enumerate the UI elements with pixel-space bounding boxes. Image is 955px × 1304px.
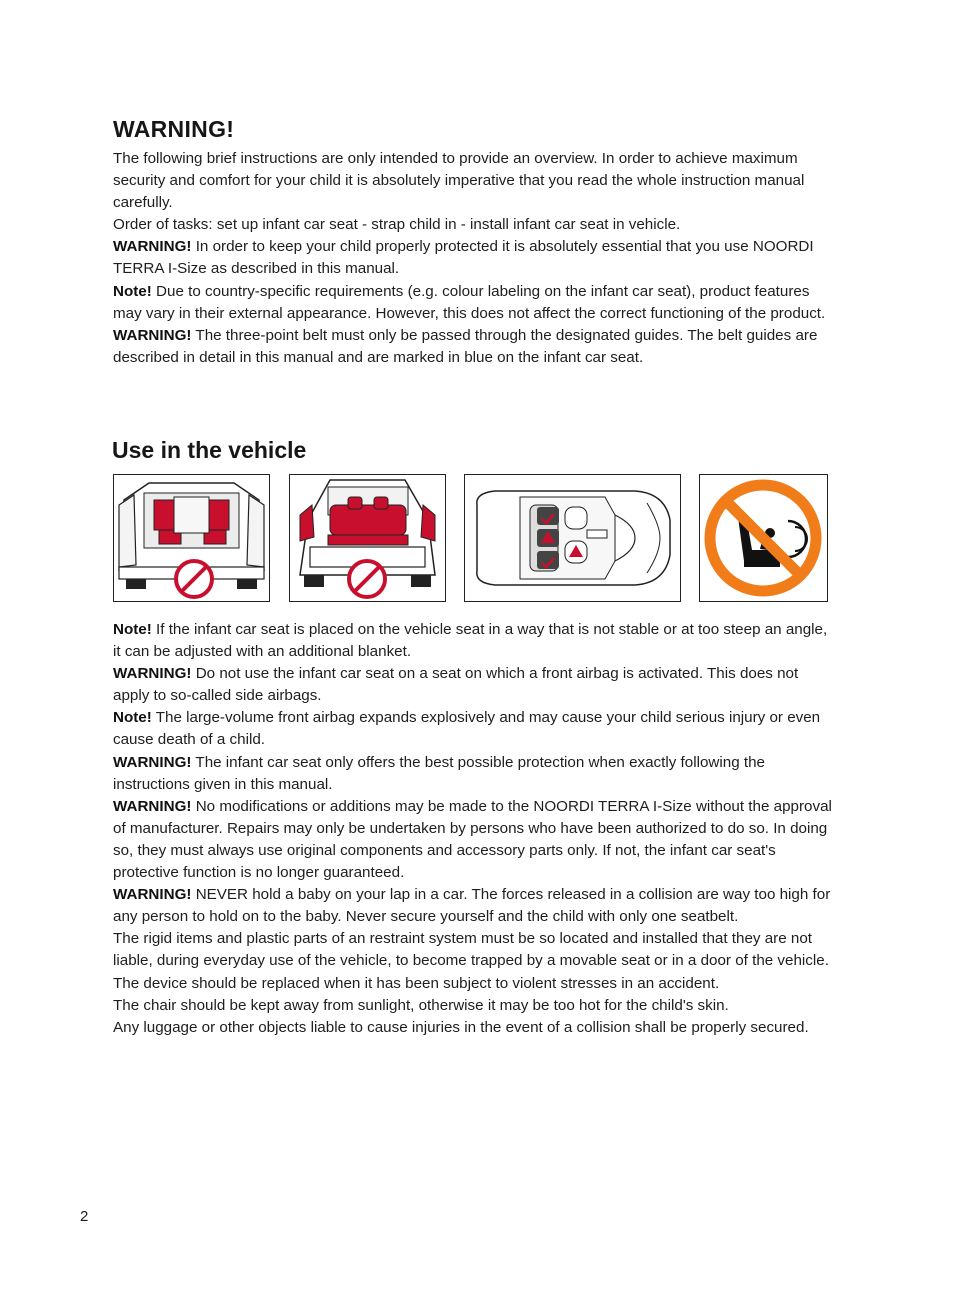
- van-rear-seat-prohibited-icon: [113, 474, 270, 602]
- note-paragraph: The rigid items and plastic parts of an restraint system must be so located and installed that they are not liable, during everyday use of the vehicle, to become trapped by a movable seat or in a door of the vehicle.: [113, 930, 829, 970]
- no-front-airbag-icon: [699, 474, 828, 602]
- intro-paragraph: Order of tasks: set up infant car seat - strap child in - install infant car seat in vehicle.: [113, 216, 681, 234]
- intro-paragraph: The following brief instructions are only intended to provide an overview. In order to achieve maximum security and comfort for your child it is absolutely imperative that you read the whole instruction manual carefully.: [113, 150, 805, 212]
- car-top-view-seat-positions-icon: [464, 474, 681, 602]
- note-paragraph: Note! The large-volume front airbag expands explosively and may cause your child serious injury or even cause death of a child.: [113, 709, 821, 749]
- note-paragraph: WARNING! The infant car seat only offers the best possible protection when exactly following the instructions given in this manual.: [113, 753, 765, 793]
- page-number: 2: [80, 1208, 89, 1225]
- intro-paragraph: Note! Due to country-specific requirements (e.g. colour labeling on the infant car seat), product features may vary in their external appearance. However, this does not affect the correct functioning of the product.: [113, 282, 826, 322]
- vehicle-figures: [113, 474, 828, 604]
- notes-section: [113, 619, 833, 1039]
- vehicle-heading: Use in the vehicle: [112, 437, 307, 463]
- intro-section: [113, 148, 833, 369]
- intro-paragraph: WARNING! In order to keep your child properly protected it is absolutely essential that you use NOORDI TERRA I-Size as described in this manual.: [113, 238, 814, 278]
- note-paragraph: Note! If the infant car seat is placed on the vehicle seat in a way that is not stable or at too steep an angle, it can be adjusted with an additional blanket.: [113, 621, 828, 661]
- note-paragraph: The chair should be kept away from sunlight, otherwise it may be too hot for the child's skin.: [113, 996, 729, 1014]
- note-paragraph: WARNING! No modifications or additions may be made to the NOORDI TERRA I-Size without the approval of manufacturer. Repairs may only be undertaken by persons who have been authorized to do so. In doing so, they must always use original components and accessory parts only. If not, the infant car seat's protective function is no longer guaranteed.: [113, 797, 832, 882]
- note-paragraph: The device should be replaced when it has been subject to violent stresses in an accident.: [113, 974, 720, 992]
- note-paragraph: Any luggage or other objects liable to cause injuries in the event of a collision shall be properly secured.: [113, 1018, 809, 1036]
- intro-paragraph: WARNING! The three-point belt must only be passed through the designated guides. The belt guides are described in detail in this manual and are marked in blue on the infant car seat.: [113, 326, 818, 366]
- warning-heading: WARNING!: [113, 116, 235, 142]
- note-paragraph: WARNING! NEVER hold a baby on your lap in a car. The forces released in a collision are way too high for any person to hold on to the baby. Never secure yourself and the child with only one seatbelt.: [113, 886, 831, 926]
- note-paragraph: WARNING! Do not use the infant car seat on a seat on which a front airbag is activated. This does not apply to so-called side airbags.: [113, 665, 799, 705]
- car-rear-seat-prohibited-icon: [289, 474, 446, 602]
